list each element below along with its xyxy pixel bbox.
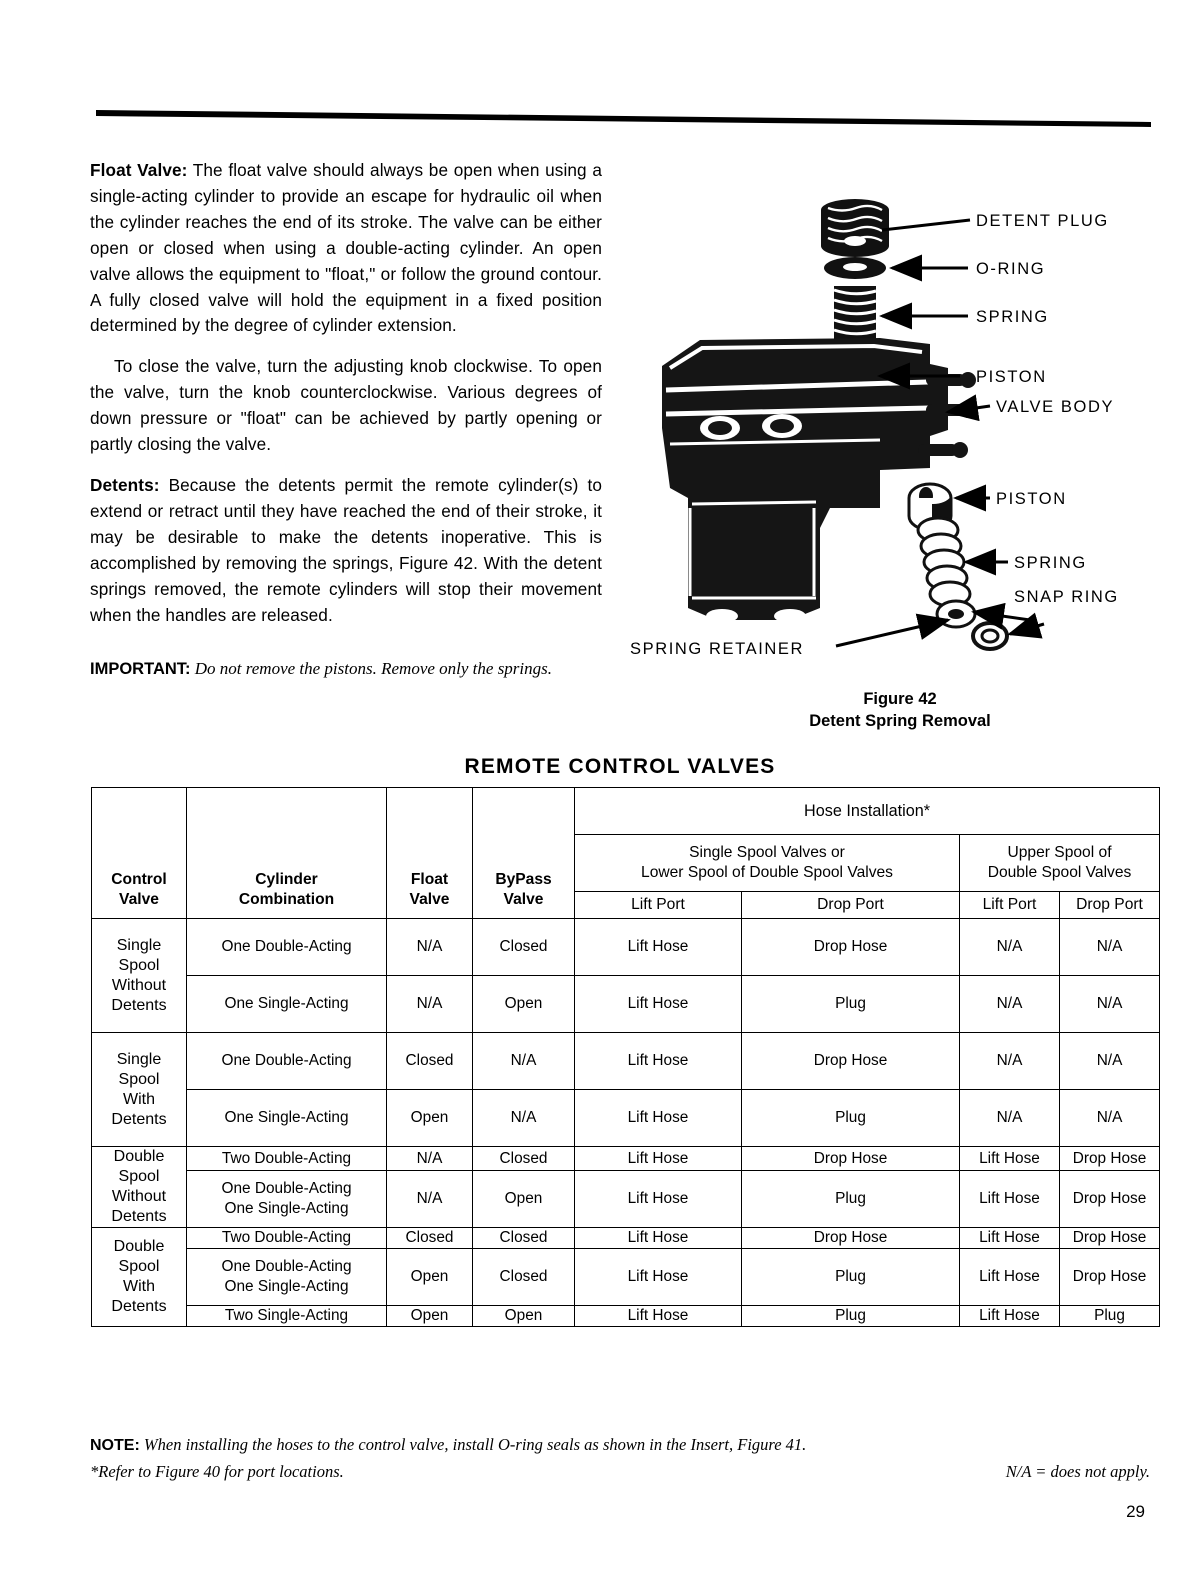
header-drop-port-lower: Drop Port	[742, 892, 960, 919]
figure-title: Detent Spring Removal	[809, 712, 991, 730]
cell-lift-port-lower: Lift Hose	[575, 919, 742, 976]
table-row	[92, 1033, 1160, 1090]
note-text: When installing the hoses to the control valve, install O-ring seals as shown in the Insert, Figure 41.	[139, 1435, 807, 1454]
cell-drop-port-upper: N/A	[1060, 919, 1160, 976]
cell-drop-port-lower: Plug	[742, 1249, 960, 1306]
header-hose-installation: Hose Installation*	[575, 788, 1160, 835]
cell-cylinder: Two Double-Acting	[187, 1147, 387, 1171]
cell-drop-port-lower: Plug	[742, 976, 960, 1033]
cell-float-valve: N/A	[387, 1171, 473, 1228]
cell-bypass-valve: Closed	[473, 1228, 575, 1249]
label-o-ring: O-RING	[976, 260, 1046, 278]
cell-lift-port-lower: Lift Hose	[575, 1228, 742, 1249]
cell-drop-port-lower: Drop Hose	[742, 1147, 960, 1171]
label-detent-plug: DETENT PLUG	[976, 212, 1109, 230]
cell-cylinder: Two Double-Acting	[187, 1228, 387, 1249]
page-number: 29	[1126, 1502, 1145, 1521]
important-lead: IMPORTANT:	[90, 660, 191, 679]
footnote-line	[90, 1459, 1150, 1485]
cell-drop-port-lower: Plug	[742, 1090, 960, 1147]
cell-drop-port-upper: N/A	[1060, 976, 1160, 1033]
cell-lift-port-lower: Lift Hose	[575, 1171, 742, 1228]
rowgroup-double-spool-without-detents: Double Spool Without Detents	[92, 1147, 187, 1228]
cell-bypass-valve: N/A	[473, 1090, 575, 1147]
figure-caption	[700, 688, 1100, 732]
table-title: REMOTE CONTROL VALVES	[464, 755, 776, 778]
header-lift-port-lower: Lift Port	[575, 892, 742, 919]
cell-bypass-valve: Closed	[473, 1249, 575, 1306]
label-piston-bottom: PISTON	[996, 490, 1067, 508]
rowgroup-double-spool-with-detents: Double Spool With Detents	[92, 1228, 187, 1327]
cell-drop-port-lower: Plug	[742, 1171, 960, 1228]
cell-cylinder: One Double-Acting One Single-Acting	[187, 1249, 387, 1306]
important-body: Do not remove the pistons. Remove only the springs.	[190, 659, 553, 679]
cell-lift-port-lower: Lift Hose	[575, 1249, 742, 1306]
float-valve-lead: Float Valve:	[90, 160, 188, 180]
figure-42-illustration	[630, 168, 1170, 688]
header-cylinder-combination: Cylinder Combination	[187, 788, 387, 919]
cell-cylinder: One Single-Acting	[187, 976, 387, 1033]
float-valve-body: The float valve should always be open when using a single-acting cylinder to provide an escape for hydraulic oil when the cylinder reaches the end of its stroke. The valve can be either open or closed when using a double-acting cylinder. An open valve allows the equipment to "float," or follow the ground contour. A fully closed valve will hold the equipment in a fixed position determined by the degree of cylinder extension.	[90, 160, 602, 336]
cell-cylinder: One Double-Acting	[187, 1033, 387, 1090]
cell-float-valve: Open	[387, 1306, 473, 1327]
cell-drop-port-upper: Drop Hose	[1060, 1171, 1160, 1228]
cell-lift-port-upper: Lift Hose	[960, 1306, 1060, 1327]
o-ring-icon	[824, 257, 886, 279]
cell-drop-port-upper: Drop Hose	[1060, 1249, 1160, 1306]
note-lead: NOTE:	[90, 1437, 140, 1454]
cell-lift-port-upper: N/A	[960, 919, 1060, 976]
cell-cylinder: One Single-Acting	[187, 1090, 387, 1147]
cell-drop-port-lower: Plug	[742, 1306, 960, 1327]
table-notes	[90, 1432, 1150, 1485]
cell-float-valve: Closed	[387, 1228, 473, 1249]
cell-lift-port-upper: Lift Hose	[960, 1171, 1060, 1228]
cell-drop-port-upper: N/A	[1060, 1033, 1160, 1090]
note-line	[90, 1432, 1150, 1459]
header-bypass-valve: ByPass Valve	[473, 788, 575, 919]
cell-drop-port-upper: N/A	[1060, 1090, 1160, 1147]
article-text-column	[90, 158, 602, 682]
label-piston-top: PISTON	[976, 368, 1047, 386]
cell-drop-port-upper: Plug	[1060, 1306, 1160, 1327]
cell-float-valve: Open	[387, 1249, 473, 1306]
cell-drop-port-upper: Drop Hose	[1060, 1228, 1160, 1249]
cell-drop-port-lower: Drop Hose	[742, 1033, 960, 1090]
label-spring-bottom: SPRING	[1014, 554, 1087, 572]
table-row	[92, 1249, 1160, 1306]
header-group-upper-spool: Upper Spool of Double Spool Valves	[960, 835, 1160, 892]
cell-bypass-valve: N/A	[473, 1033, 575, 1090]
figure-number: Figure 42	[863, 690, 937, 708]
important-note	[90, 656, 602, 682]
paragraph-float-valve	[90, 158, 602, 339]
cell-float-valve: N/A	[387, 919, 473, 976]
label-snap-ring: SNAP RING	[1014, 588, 1119, 606]
label-spring-top: SPRING	[976, 308, 1049, 326]
cell-drop-port-lower: Drop Hose	[742, 919, 960, 976]
cell-lift-port-upper: N/A	[960, 976, 1060, 1033]
table-row	[92, 1147, 1160, 1171]
cell-cylinder: Two Single-Acting	[187, 1306, 387, 1327]
header-float-valve: Float Valve	[387, 788, 473, 919]
detents-body: Because the detents permit the remote cylinder(s) to extend or retract until they have reached the end of their stroke, it may be desirable to make the detents inoperative. This is accomplished by removing the springs, Figure 42. With the detent springs removed, the remote cylinders will stop their movement when the handles are released.	[90, 474, 602, 625]
cell-float-valve: Closed	[387, 1033, 473, 1090]
rowgroup-single-spool-with-detents: Single Spool With Detents	[92, 1033, 187, 1147]
cell-bypass-valve: Open	[473, 1171, 575, 1228]
cell-lift-port-upper: N/A	[960, 1090, 1060, 1147]
cell-bypass-valve: Open	[473, 1306, 575, 1327]
header-control-valve: Control Valve	[92, 788, 187, 919]
cell-float-valve: Open	[387, 1090, 473, 1147]
na-legend: N/A = does not apply.	[1005, 1462, 1150, 1481]
cell-lift-port-upper: Lift Hose	[960, 1249, 1060, 1306]
paragraph-detents	[90, 473, 602, 628]
cell-float-valve: N/A	[387, 976, 473, 1033]
spring-retainer-icon	[973, 623, 1007, 649]
header-lift-port-upper: Lift Port	[960, 892, 1060, 919]
table-row	[92, 1171, 1160, 1228]
header-drop-port-upper: Drop Port	[1060, 892, 1160, 919]
cell-lift-port-upper: Lift Hose	[960, 1147, 1060, 1171]
cell-drop-port-lower: Drop Hose	[742, 1228, 960, 1249]
cell-lift-port-lower: Lift Hose	[575, 1147, 742, 1171]
header-group-single-lower-spool: Single Spool Valves or Lower Spool of Double Spool Valves	[575, 835, 960, 892]
snap-ring-icon	[937, 601, 975, 627]
table-row	[92, 1306, 1160, 1327]
remote-control-valves-table	[91, 787, 1160, 1327]
table-row	[92, 1090, 1160, 1147]
cell-bypass-valve: Closed	[473, 919, 575, 976]
cell-lift-port-lower: Lift Hose	[575, 1090, 742, 1147]
cell-lift-port-lower: Lift Hose	[575, 976, 742, 1033]
cell-cylinder: One Double-Acting	[187, 919, 387, 976]
paragraph-close-valve: To close the valve, turn the adjusting knob clockwise. To open the valve, turn the knob counterclockwise. Various degrees of down pressure or "float" can be achieved by partly opening or partly closing the valve.	[90, 356, 602, 455]
cell-bypass-valve: Closed	[473, 1147, 575, 1171]
footnote-text: *Refer to Figure 40 for port locations.	[90, 1462, 344, 1481]
cell-lift-port-upper: Lift Hose	[960, 1228, 1060, 1249]
cell-float-valve: N/A	[387, 1147, 473, 1171]
label-spring-retainer: SPRING RETAINER	[630, 640, 805, 658]
detent-plug-icon	[821, 199, 889, 257]
cell-drop-port-upper: Drop Hose	[1060, 1147, 1160, 1171]
cell-lift-port-lower: Lift Hose	[575, 1306, 742, 1327]
table-row	[92, 976, 1160, 1033]
table-row	[92, 1228, 1160, 1249]
detent-spring-bottom-icon	[918, 518, 970, 606]
cell-bypass-valve: Open	[473, 976, 575, 1033]
label-valve-body: VALVE BODY	[996, 398, 1115, 416]
detents-lead: Detents:	[90, 474, 160, 495]
cell-lift-port-upper: N/A	[960, 1033, 1060, 1090]
table-header-row-1	[92, 788, 1160, 835]
table-row	[92, 919, 1160, 976]
header-rule	[96, 108, 1151, 132]
rowgroup-single-spool-without-detents: Single Spool Without Detents	[92, 919, 187, 1033]
cell-cylinder: One Double-Acting One Single-Acting	[187, 1171, 387, 1228]
cell-lift-port-lower: Lift Hose	[575, 1033, 742, 1090]
